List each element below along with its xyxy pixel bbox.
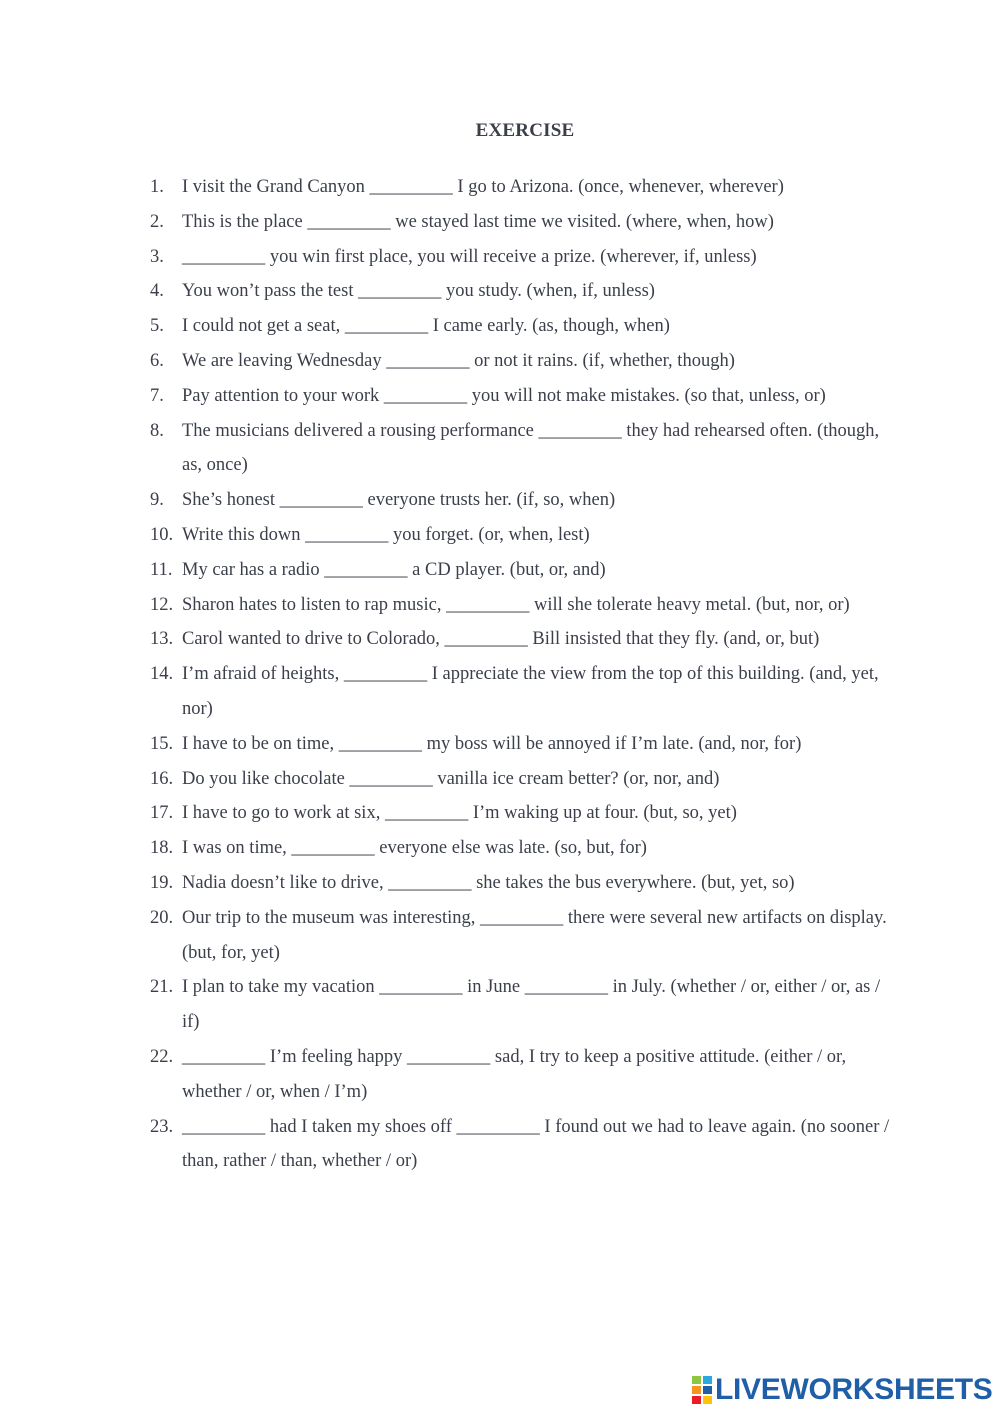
list-item bbox=[150, 240, 890, 275]
item-number: 3. bbox=[150, 246, 164, 267]
item-text: My car has a radio _________ a CD player. (but, or, and) bbox=[182, 559, 606, 580]
item-number: 5. bbox=[150, 316, 164, 337]
item-number: 19. bbox=[150, 872, 174, 893]
list-item bbox=[150, 762, 890, 797]
logo-text: LIVEWORKSHEETS bbox=[715, 1373, 993, 1406]
item-text: I have to go to work at six, _________ I’m waking up at four. (but, so, yet) bbox=[182, 803, 737, 824]
item-text: I have to be on time, _________ my boss will be annoyed if I’m late. (and, nor, for) bbox=[182, 733, 802, 754]
item-text: Do you like chocolate _________ vanilla ice cream better? (or, nor, and) bbox=[182, 768, 720, 789]
item-text: I visit the Grand Canyon _________ I go to Arizona. (once, whenever, wherever) bbox=[182, 177, 784, 197]
item-number: 1. bbox=[150, 177, 164, 197]
item-number: 16. bbox=[150, 768, 174, 789]
item-number: 14. bbox=[150, 664, 174, 685]
item-text: _________ you win first place, you will receive a prize. (wherever, if, unless) bbox=[182, 246, 757, 267]
list-item bbox=[150, 866, 890, 901]
item-text: Sharon hates to listen to rap music, _________ will she tolerate heavy metal. (but, nor, or) bbox=[182, 594, 850, 615]
list-item bbox=[150, 414, 890, 484]
item-text: I’m afraid of heights, _________ I appreciate the view from the top of this building. (and, yet, nor) bbox=[182, 664, 879, 719]
item-text: Our trip to the museum was interesting, _________ there were several new artifacts on display. (but, for, yet) bbox=[182, 907, 887, 963]
item-text: Nadia doesn’t like to drive, _________ she takes the bus everywhere. (but, yet, so) bbox=[182, 872, 795, 893]
list-item bbox=[150, 518, 890, 553]
list-item bbox=[150, 553, 890, 588]
item-number: 4. bbox=[150, 281, 164, 302]
item-text: _________ had I taken my shoes off _________ I found out we had to leave again. (no sooner / than, rather / than, whether / or) bbox=[182, 1116, 890, 1172]
item-number: 6. bbox=[150, 350, 164, 371]
list-item bbox=[150, 831, 890, 866]
item-text: This is the place _________ we stayed last time we visited. (where, when, how) bbox=[182, 211, 774, 232]
item-number: 10. bbox=[150, 524, 174, 545]
item-text: She’s honest _________ everyone trusts her. (if, so, when) bbox=[182, 490, 616, 511]
list-item bbox=[150, 727, 890, 762]
list-item bbox=[150, 205, 890, 240]
item-number: 8. bbox=[150, 420, 164, 441]
item-text: I could not get a seat, _________ I came early. (as, though, when) bbox=[182, 316, 670, 337]
list-item bbox=[150, 1040, 890, 1110]
item-number: 12. bbox=[150, 594, 174, 615]
item-text: I was on time, _________ everyone else was late. (so, but, for) bbox=[182, 838, 647, 859]
list-item bbox=[150, 274, 890, 309]
list-item bbox=[150, 901, 890, 971]
item-number: 17. bbox=[150, 803, 174, 824]
logo-blocks-icon bbox=[692, 1376, 712, 1404]
list-item bbox=[150, 796, 890, 831]
item-text: We are leaving Wednesday _________ or not it rains. (if, whether, though) bbox=[182, 350, 735, 371]
list-item bbox=[150, 344, 890, 379]
exercise-list bbox=[150, 170, 890, 1179]
item-number: 15. bbox=[150, 733, 174, 754]
list-item bbox=[150, 1110, 890, 1180]
list-item bbox=[150, 970, 890, 1040]
list-item bbox=[150, 483, 890, 518]
item-text: _________ I’m feeling happy _________ sad, I try to keep a positive attitude. (either / or, whether / or, when / I’m) bbox=[182, 1046, 847, 1102]
page-title: EXERCISE bbox=[475, 120, 575, 141]
item-text: Write this down _________ you forget. (or, when, lest) bbox=[182, 524, 590, 545]
item-number: 9. bbox=[150, 490, 164, 511]
item-number: 7. bbox=[150, 385, 164, 406]
list-item bbox=[150, 588, 890, 623]
item-number: 13. bbox=[150, 629, 174, 650]
item-text: You won’t pass the test _________ you study. (when, if, unless) bbox=[182, 281, 655, 302]
item-number: 2. bbox=[150, 211, 164, 232]
item-text: I plan to take my vacation _________ in June _________ in July. (whether / or, either / or, as / if) bbox=[182, 977, 881, 1033]
item-number: 23. bbox=[150, 1116, 174, 1137]
list-item bbox=[150, 170, 890, 205]
item-number: 11. bbox=[150, 559, 173, 580]
item-text: Pay attention to your work _________ you will not make mistakes. (so that, unless, or) bbox=[182, 385, 826, 406]
list-item bbox=[150, 657, 890, 727]
item-text: The musicians delivered a rousing performance _________ they had rehearsed often. (though, as, once) bbox=[182, 420, 880, 476]
item-text: Carol wanted to drive to Colorado, _________ Bill insisted that they fly. (and, or, but) bbox=[182, 629, 820, 650]
item-number: 21. bbox=[150, 977, 174, 998]
list-item bbox=[150, 622, 890, 657]
item-number: 20. bbox=[150, 907, 174, 928]
liveworksheets-logo bbox=[692, 1375, 993, 1405]
item-number: 18. bbox=[150, 838, 174, 859]
list-item bbox=[150, 379, 890, 414]
item-number: 22. bbox=[150, 1046, 174, 1067]
list-item bbox=[150, 309, 890, 344]
